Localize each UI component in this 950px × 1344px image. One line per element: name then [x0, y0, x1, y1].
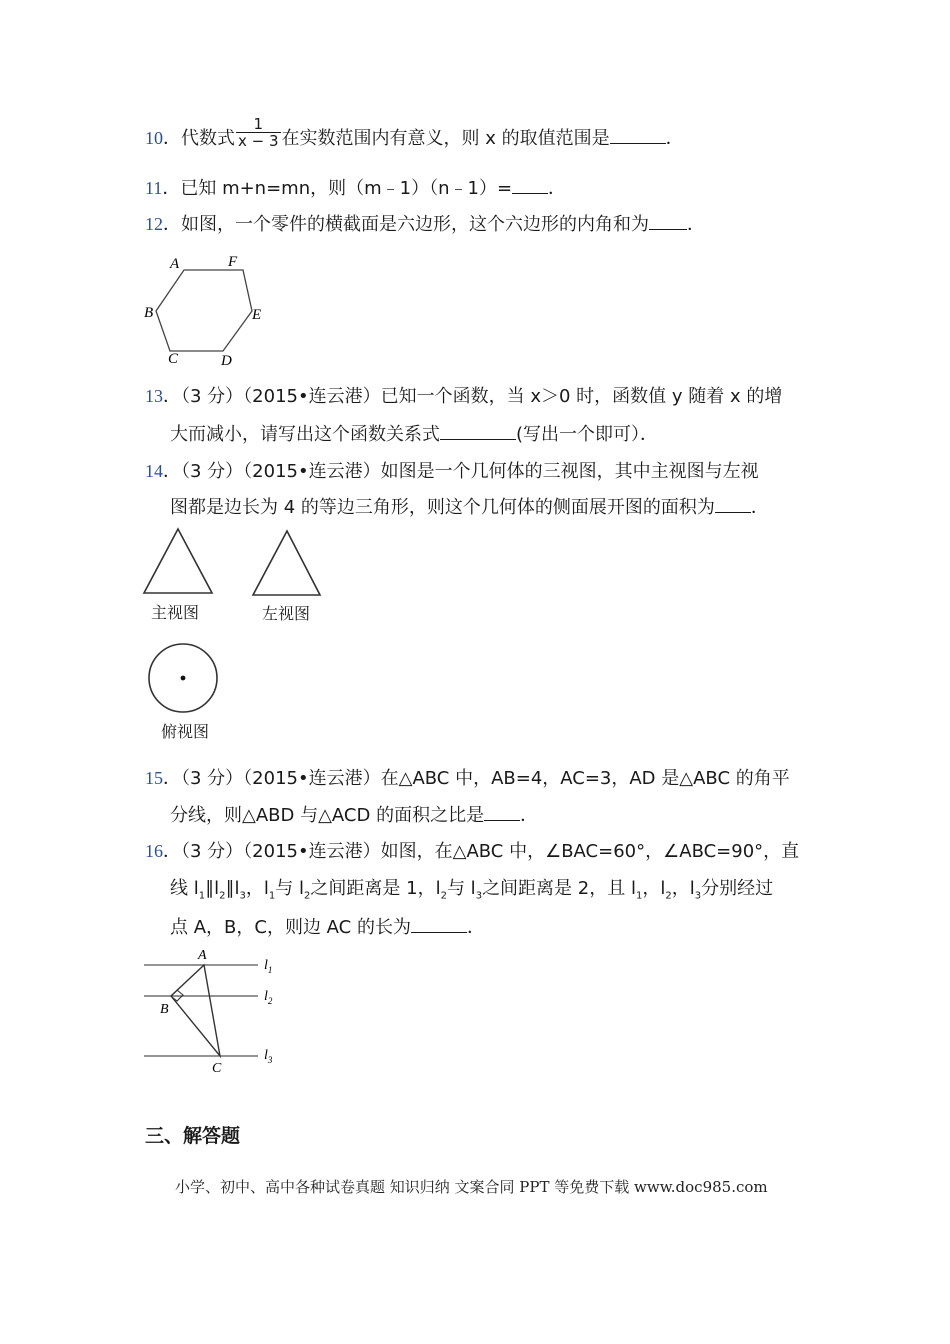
- hexagon-diagram: [140, 250, 270, 370]
- question-text: （3 分）（2015•连云港）已知一个函数，当 x＞0 时，函数值 y 随着 x 的增: [181, 386, 783, 407]
- top-view-figure: [145, 641, 221, 717]
- line-label-l2: $l_2$: [264, 989, 273, 1006]
- section-heading: 三、解答题: [145, 1125, 241, 1147]
- fraction: $\frac{1}{x - 3}$: [238, 114, 279, 150]
- question-number: 16: [145, 841, 163, 861]
- front-view-triangle: [140, 526, 220, 598]
- question-16-line-1: 16．（3 分）（2015•连云港）如图，在△ABC 中，∠BAC=60°，∠ABC=90°，直: [145, 841, 800, 862]
- parallel-lines-figure: [140, 945, 290, 1077]
- question-text: 代数式: [181, 128, 235, 149]
- answer-blank: [411, 916, 467, 933]
- point-label-c: C: [212, 1061, 222, 1076]
- question-text: （3 分）（2015•连云港）如图，在△ABC 中，∠BAC=60°，∠ABC=90°，直: [181, 841, 800, 862]
- hexagon-shape: [156, 270, 252, 351]
- vertex-label-f: F: [228, 254, 238, 270]
- line-label-l3: $l_3$: [264, 1048, 273, 1065]
- hexagon-figure: [140, 250, 270, 370]
- vertex-label-a: A: [170, 256, 180, 272]
- point-label-b: B: [160, 1002, 169, 1017]
- answer-blank: [610, 127, 666, 144]
- question-10: 10．代数式 $\frac{1}{x - 3}$ 在实数范围内有意义，则 x 的取值范围是 ．: [145, 114, 684, 150]
- front-view-caption: 主视图: [151, 603, 200, 622]
- parallel-lines-diagram: [140, 945, 290, 1077]
- vertex-label-c: C: [168, 351, 179, 367]
- question-text: 已知 m+n=mn，则（m﹣1）（n﹣1）=: [180, 178, 513, 199]
- question-14-line-2: 图都是边长为 4 的等边三角形，则这个几何体的侧面展开图的面积为 ．: [170, 497, 769, 518]
- question-13-line-1: 13．（3 分）（2015•连云港）已知一个函数，当 x＞0 时，函数值 y 随着 x 的增: [145, 386, 783, 407]
- footer-text: 小学、初中、高中各种试卷真题 知识归纳 文案合同 PPT 等免费下载 www.doc985.com: [175, 1178, 768, 1196]
- triangle-abc: [171, 965, 220, 1056]
- center-dot: [181, 676, 186, 681]
- question-text: （3 分）（2015•连云港）在△ABC 中，AB=4，AC=3，AD 是△ABC 的角平: [181, 768, 790, 789]
- question-11: 11．已知 m+n=mn，则（m﹣1）（n﹣1）= ．: [145, 178, 567, 199]
- vertex-label-e: E: [252, 307, 262, 323]
- question-12: 12．如图，一个零件的横截面是六边形，这个六边形的内角和为 ．: [145, 214, 705, 235]
- question-number: 15: [145, 768, 163, 788]
- question-text: 如图，一个零件的横截面是六边形，这个六边形的内角和为: [181, 214, 649, 235]
- question-number: 10: [145, 128, 163, 148]
- top-view-caption: 俯视图: [161, 722, 210, 741]
- question-16-line-2: 线 $l_1\parallel l_2\parallel l_3$，$l_1$与 $l_2$之间距离是 1，$l_2$与 $l_3$之间距离是 2，且 $l_1$，$l_2$，$l_3$分别经过: [170, 878, 774, 902]
- answer-blank: [440, 423, 516, 440]
- point-label-a: A: [198, 948, 207, 963]
- question-number: 13: [145, 386, 163, 406]
- question-13-line-2: 大而减小，请写出这个函数关系式 (写出一个即可）．: [170, 424, 659, 445]
- answer-blank: [484, 804, 520, 821]
- answer-blank: [649, 213, 687, 230]
- left-view-caption: 左视图: [262, 604, 311, 623]
- question-number: 11: [145, 178, 163, 198]
- vertex-label-b: B: [144, 305, 154, 321]
- vertex-label-d: D: [221, 353, 232, 369]
- top-view-circle: [145, 641, 221, 717]
- question-15-line-2: 分线，则△ABD 与△ACD 的面积之比是 ．: [170, 805, 539, 826]
- answer-blank: [715, 496, 751, 513]
- left-view-figure: [250, 528, 330, 600]
- answer-blank: [512, 177, 548, 194]
- question-number: 12: [145, 214, 163, 234]
- question-number: 14: [145, 461, 163, 481]
- question-14-line-1: 14．（3 分）（2015•连云港）如图是一个几何体的三视图，其中主视图与左视: [145, 461, 759, 482]
- question-16-line-3: 点 A，B，C，则边 AC 的长为 ．: [170, 917, 485, 938]
- line-label-l1: $l_1$: [264, 958, 273, 975]
- question-15-line-1: 15．（3 分）（2015•连云港）在△ABC 中，AB=4，AC=3，AD 是△ABC 的角平: [145, 768, 790, 789]
- question-text: （3 分）（2015•连云港）如图是一个几何体的三视图，其中主视图与左视: [181, 461, 759, 482]
- front-view-figure: [140, 526, 220, 598]
- left-view-triangle: [250, 528, 330, 600]
